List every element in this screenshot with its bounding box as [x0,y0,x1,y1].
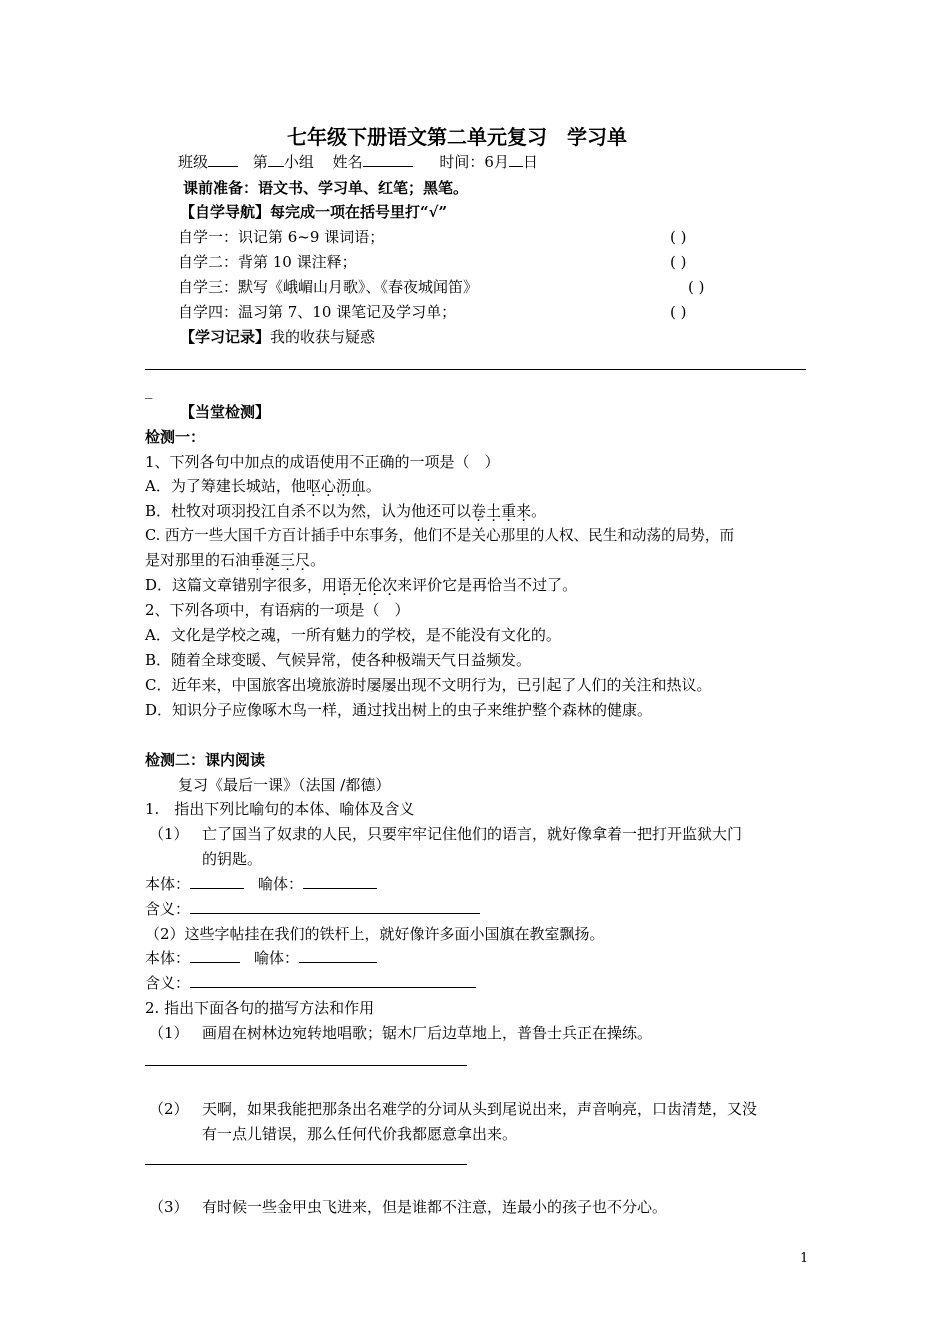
class-label: 班级 [178,153,209,171]
option-text: 。 [365,477,381,495]
self-study-checkbox[interactable]: ( ) [670,228,687,246]
option-text: B．杜牧对项羽投江自杀不以为然，认为他还可以 [145,502,472,520]
page-number: 1 [800,1251,809,1266]
option-text: A．为了筹建长城站，他 [145,477,306,495]
option-2a: A．文化是学校之魂，一所有魅力的学校，是不能没有文化的。 [145,626,561,644]
option-2d: D．知识分子应像啄木鸟一样，通过找出树上的虫子来维护整个森林的健康。 [145,701,653,719]
meaning-blank[interactable] [190,973,476,988]
dotted-char: 呕 [305,477,321,495]
sentence-2: （2）这些字帖挂在我们的铁杆上，就好像许多面小国旗在教室飘扬。 [145,925,605,943]
dotted-char: 涎 [265,551,281,569]
prep-note: 课前准备：语文书、学习单、红笔；黑笔。 [183,179,469,197]
self-study-item: 自学二：背第 10 课注释； [178,253,357,271]
meaning-blank[interactable] [190,899,480,914]
record-text: 我的收获与疑惑 [270,328,376,346]
tenor-blank[interactable] [190,948,240,963]
answer-line[interactable] [145,369,806,370]
option-2b: B．随着全球变暖、气候异常，使各种极端天气日益频发。 [145,651,532,669]
self-study-item: 自学四：温习第 7、10 课笔记及学习单； [178,303,457,321]
time-label-suffix: 日 [522,153,538,171]
dotted-char: 重 [501,502,517,520]
dotted-char: 伦 [367,576,383,594]
underscore-mark: _ [145,381,153,399]
check-heading: 【当堂检测】 [180,403,271,421]
dotted-char: 心 [320,477,336,495]
test2-question-1: 1. 指出下列比喻句的本体、喻体及含义 [145,800,415,818]
self-study-checkbox[interactable]: ( ) [670,303,687,321]
vehicle-blank[interactable] [303,874,377,889]
option-1c-line1: C. 西方一些大国千方百计插手中东事务，他们不是关心那里的人权、民生和动荡的局势，而 [145,527,735,544]
test1-title: 检测一： [145,428,206,446]
desc-2-line1: 天啊，如果我能把那条出名难学的分词从头到尾说出来，声音响亮，口齿清楚，又没 [202,1100,758,1118]
vehicle-blank[interactable] [299,948,377,963]
info-line [178,152,538,172]
option-1c-line2 [145,550,325,570]
dotted-char: 尺 [295,551,311,569]
tenor-vehicle-row [145,948,377,968]
record-bracket: 【学习记录】 [180,328,271,346]
option-1d [145,575,577,595]
tenor-label: 本体： [145,949,191,967]
group-label: 第 [252,153,268,171]
dotted-char: 三 [280,551,296,569]
answer-line[interactable] [145,1164,467,1165]
tenor-label: 本体： [145,875,191,893]
group-blank[interactable] [268,152,284,167]
self-study-item: 自学一：识记第 6~9 课词语； [178,228,385,246]
meaning-label: 含义： [145,974,191,992]
tenor-blank[interactable] [190,874,244,889]
meaning-row [145,973,476,993]
desc-3-number: （3） [149,1198,189,1216]
option-text: 是对那里的石油 [145,551,251,569]
sentence-1-line2: 的钥匙。 [202,850,263,868]
test2-title: 检测二：课内阅读 [145,751,266,769]
class-blank[interactable] [208,152,238,167]
time-label: 时间：6月 [439,153,509,171]
guide-heading: 【自学导航】每完成一项在括号里打“√” [180,203,448,221]
dotted-char: 来 [516,502,532,520]
tenor-vehicle-row [145,874,377,894]
vehicle-label: 喻体： [258,875,304,893]
self-study-checkbox[interactable]: ( ) [670,253,687,271]
dotted-char: 沥 [335,477,351,495]
test2-question-2: 2. 指出下面各句的描写方法和作用 [145,999,375,1017]
self-study-item: 自学三：默写《峨嵋山月歌》、《春夜城闻笛》 [178,278,479,296]
name-blank[interactable] [363,152,413,167]
page-title: 七年级下册语文第二单元复习 学习单 [287,125,627,149]
desc-3-text: 有时候一些金甲虫飞进来，但是谁都不注意，连最小的孩子也不分心。 [202,1198,668,1216]
option-1a [145,476,381,496]
sentence-1-number: （1） [149,825,189,843]
option-text: 。 [310,551,326,569]
desc-2-line2: 有一点儿错误，那么任何代价我都愿意拿出来。 [202,1125,518,1143]
question-2: 2、下列各项中，有语病的一项是（ ） [145,601,410,619]
meaning-label: 含义： [145,900,191,918]
name-label: 姓名 [332,153,363,171]
dotted-char: 土 [486,502,502,520]
question-1: 1、下列各句中加点的成语使用不正确的一项是（ ） [145,453,500,471]
record-heading [180,327,375,347]
desc-2-number: （2） [149,1100,189,1118]
option-text: 。 [531,502,547,520]
vehicle-label: 喻体： [254,949,300,967]
option-1b [145,501,546,521]
dotted-char: 无 [352,576,368,594]
dotted-char: 语 [337,576,353,594]
sentence-1-line1: 亡了国当了奴隶的人民，只要牢牢记住他们的语言，就好像拿着一把打开监狱大门 [202,825,743,843]
desc-1-text: 画眉在树林边宛转地唱歌；锯木厂后边草地上，普鲁士兵正在操练。 [202,1024,653,1042]
meaning-row [145,899,480,919]
dotted-char: 卷 [471,502,487,520]
day-blank[interactable] [509,152,523,167]
desc-1-number: （1） [149,1024,189,1042]
option-2c: C．近年来，中国旅客出境旅游时屡屡出现不文明行为，已引起了人们的关注和热议。 [145,676,712,694]
group-label-suffix: 小组 [283,153,314,171]
answer-line[interactable] [145,1065,467,1066]
dotted-char: 次 [382,576,398,594]
self-study-checkbox[interactable]: ( ) [688,278,705,296]
dotted-char: 血 [350,477,366,495]
test2-subtitle: 复习《最后一课》（法国 /都德） [178,776,391,794]
option-text: D．这篇文章错别字很多，用 [145,576,338,594]
dotted-char: 垂 [250,551,266,569]
option-text: 来评价它是再恰当不过了。 [397,576,578,594]
